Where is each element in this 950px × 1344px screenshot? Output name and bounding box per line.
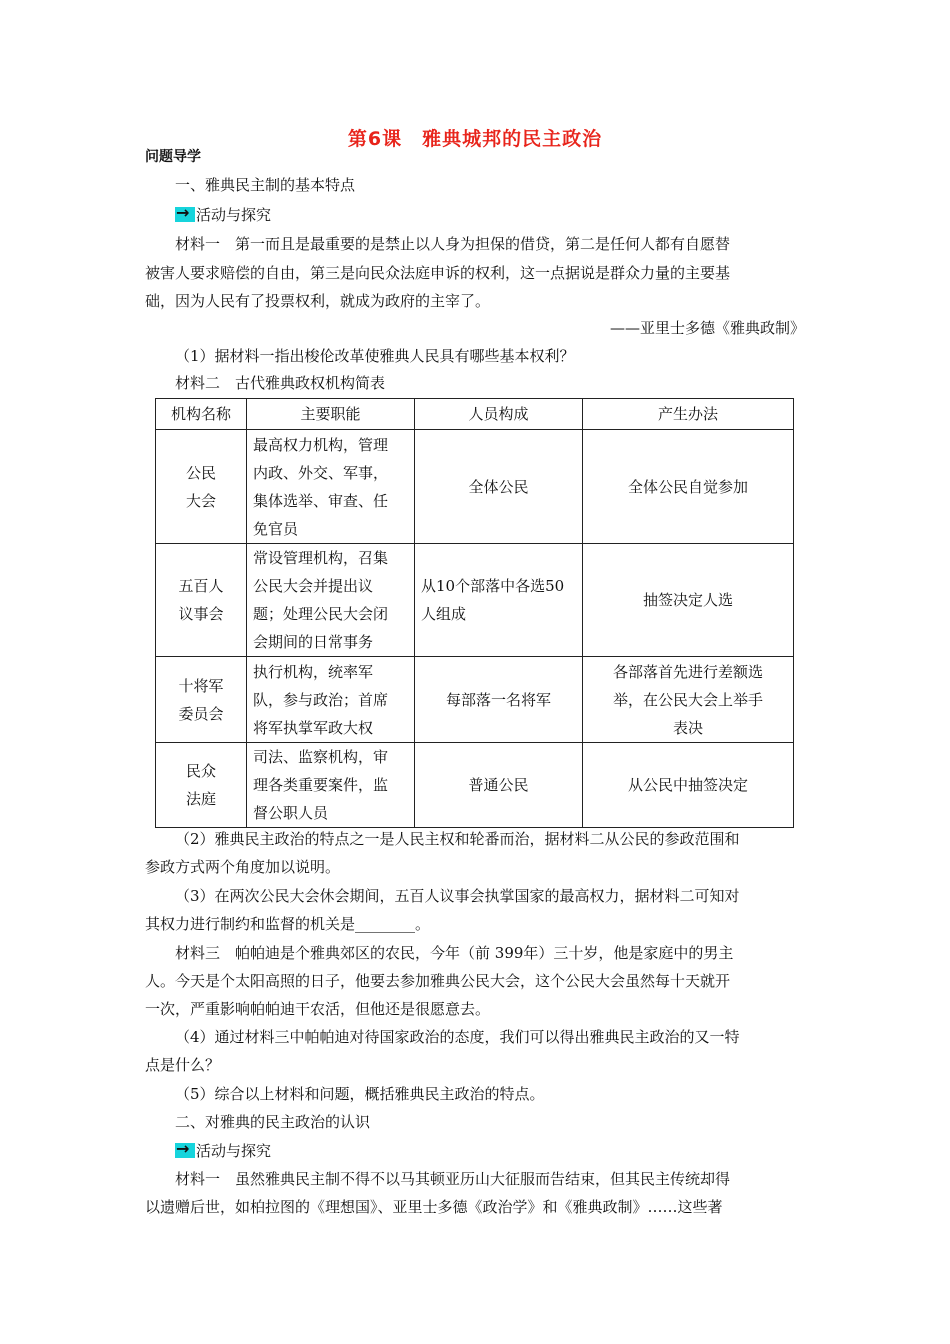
members-cell: 从10个部落中各选50 人组成 <box>415 544 583 657</box>
section-header: 问题导学 <box>145 149 201 165</box>
question-3-cont: 其权力进行制约和监督的机关是________。 <box>145 915 431 933</box>
duty-cell: 司法、监察机构，审 理各类重要案件，监 督公职人员 <box>247 743 415 828</box>
question-4: （4）通过材料三中帕帕迪对待国家政治的态度，我们可以得出雅典民主政治的又一特 <box>175 1028 740 1046</box>
activity-label: 活动与探究 <box>196 1142 272 1160</box>
header-cell: 主要职能 <box>247 399 415 430</box>
institution-name: 十将军 委员会 <box>156 657 247 743</box>
part1-heading: 一、雅典民主制的基本特点 <box>175 176 356 194</box>
table-caption: 材料二 古代雅典政权机构简表 <box>175 374 386 392</box>
question-3: （3）在两次公民大会休会期间，五百人议事会执掌国家的最高权力，据材料二可知对 <box>175 887 740 905</box>
lesson-title: 第6课 雅典城邦的民主政治 <box>347 128 603 150</box>
question-1: （1）据材料一指出梭伦改革使雅典人民具有哪些基本权利？ <box>175 347 575 365</box>
question-5: （5）综合以上材料和问题，概括雅典民主政治的特点。 <box>175 1085 545 1103</box>
paragraph-line: 人。今天是个太阳高照的日子，他要去参加雅典公民大会，这个公民大会虽然每十天就开 <box>145 972 731 990</box>
table-header-row <box>156 399 794 430</box>
table-row <box>156 657 794 743</box>
method-cell: 各部落首先进行差额选 举，在公民大会上举手 表决 <box>583 657 794 743</box>
paragraph-line: 材料一 虽然雅典民主制不得不以马其顿亚历山大征服而告结束，但其民主传统却得 <box>175 1170 731 1188</box>
arrow-icon <box>175 1143 195 1158</box>
members-cell: 每部落一名将军 <box>415 657 583 743</box>
institution-name: 公民 大会 <box>156 430 247 544</box>
duty-cell: 执行机构，统率军 队，参与政治；首席 将军执掌军政大权 <box>247 657 415 743</box>
members-cell: 普通公民 <box>415 743 583 828</box>
institution-name: 民众 法庭 <box>156 743 247 828</box>
source-citation: ——亚里士多德《雅典政制》 <box>609 319 805 337</box>
paragraph-line: 材料一 第一而且是最重要的是禁止以人身为担保的借贷，第二是任何人都有自愿替 <box>175 235 731 253</box>
paragraph-line: 础，因为人民有了投票权利，就成为政府的主宰了。 <box>145 292 491 310</box>
paragraph-line: 以遗赠后世，如柏拉图的《理想国》、亚里士多德《政治学》和《雅典政制》……这些著 <box>145 1198 723 1216</box>
arrow-icon <box>175 207 195 222</box>
method-cell: 抽签决定人选 <box>583 544 794 657</box>
institution-name: 五百人 议事会 <box>156 544 247 657</box>
paragraph-line: 被害人要求赔偿的自由，第三是向民众法庭申诉的权利，这一点据说是群众力量的主要基 <box>145 264 731 282</box>
institution-table <box>155 398 794 828</box>
paragraph-line: 一次，严重影响帕帕迪干农活，但他还是很愿意去。 <box>145 1000 491 1018</box>
duty-cell: 最高权力机构，管理 内政、外交、军事， 集体选举、审查、任 免官员 <box>247 430 415 544</box>
part1-activity <box>175 205 845 225</box>
header-cell: 人员构成 <box>415 399 583 430</box>
part2-activity <box>175 1141 845 1161</box>
part2-heading: 二、对雅典的民主政治的认识 <box>175 1113 371 1131</box>
table-row <box>156 743 794 828</box>
question-4-cont: 点是什么？ <box>145 1056 221 1074</box>
paragraph-line: 材料三 帕帕迪是个雅典郊区的农民，今年（前 399年）三十岁，他是家庭中的男主 <box>175 944 734 962</box>
method-cell: 全体公民自觉参加 <box>583 430 794 544</box>
method-cell: 从公民中抽签决定 <box>583 743 794 828</box>
members-cell: 全体公民 <box>415 430 583 544</box>
question-2-cont: 参政方式两个角度加以说明。 <box>145 858 341 876</box>
header-cell: 产生办法 <box>583 399 794 430</box>
header-cell: 机构名称 <box>156 399 247 430</box>
table-row <box>156 430 794 544</box>
duty-cell: 常设管理机构，召集 公民大会并提出议 题；处理公民大会闭 会期间的日常事务 <box>247 544 415 657</box>
table-row <box>156 544 794 657</box>
question-2: （2）雅典民主政治的特点之一是人民主权和轮番而治，据材料二从公民的参政范围和 <box>175 830 740 848</box>
activity-label: 活动与探究 <box>196 206 272 224</box>
